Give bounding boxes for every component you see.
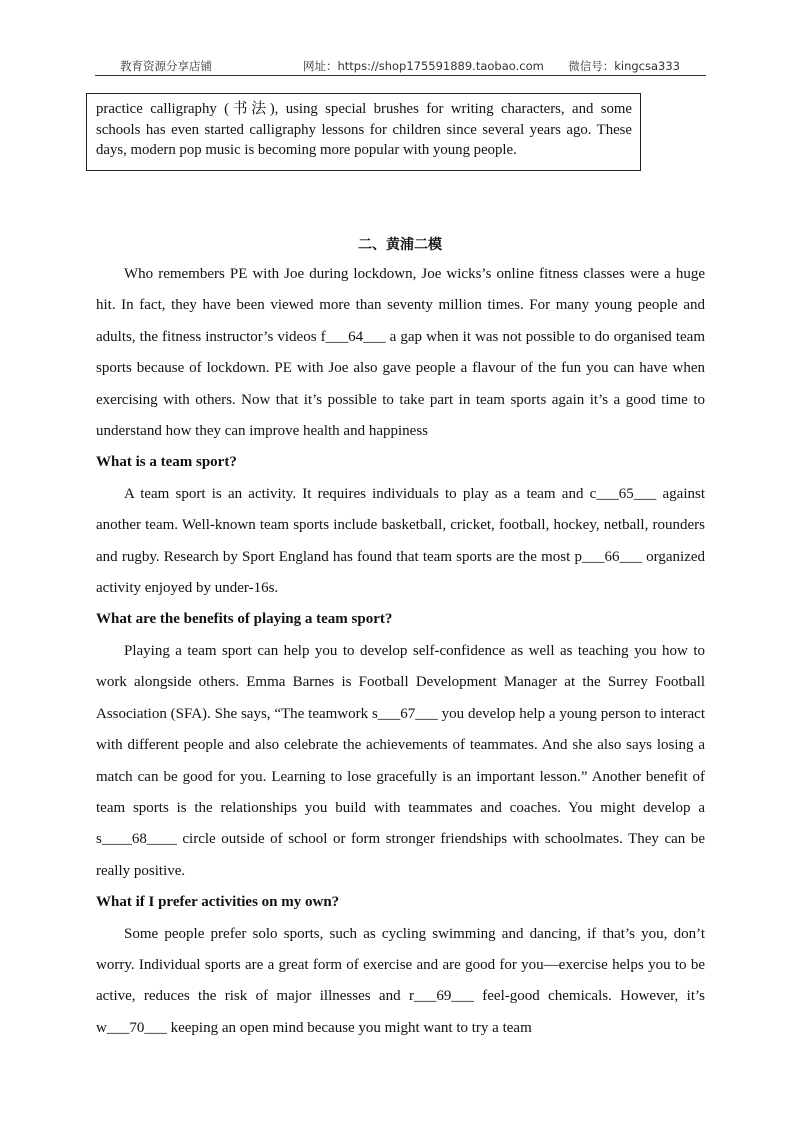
heading-benefits: What are the benefits of playing a team sport? (96, 611, 393, 628)
header-shop-name: 教育资源分享店铺 (120, 59, 212, 73)
header-wechat: 微信号：kingcsa333 (568, 59, 680, 73)
paragraph-solo-activities: Some people prefer solo sports, such as cycling swimming and dancing, if that’s you, don’t worry. Individual sports are a great form of exercise and are good for you—exercise helps you to be active, reduces the risk of major illnesses and r___69___ feel-good chemicals. However, it’s w___70___ keeping an open mind because you might want to try a team (96, 925, 705, 1036)
page-header (95, 55, 706, 76)
heading-solo-activities: What if I prefer activities on my own? (96, 894, 340, 911)
boxed-passage (86, 93, 641, 171)
paragraph-benefits: Playing a team sport can help you to develop self-confidence as well as teaching you how to work alongside others. Emma Barnes is Football Development Manager at the Surrey Football Association (SFA). She says, “The teamwork s___67___ you develop help a young person to interact with different people and also celebrate the achievements of teammates. And she also says losing a match can be good for you. Learning to lose gracefully is an important lesson.” Another benefit of team sports is the relationships you build with teammates and coaches. You might develop a s____68____ circle outside of school or form stronger friendships with schoolmates. They can be really positive. (96, 642, 705, 879)
boxed-passage-text: practice calligraphy (书法), using special brushes for writing characters, and some schools has even started calligraphy lessons for children since several years ago. These days, modern pop music is becoming more popular with young people. (96, 101, 632, 158)
paragraph-intro: Who remembers PE with Joe during lockdown, Joe wicks’s online fitness classes were a huge hit. In fact, they have been viewed more than seventy million times. For many young people and adults, the fitness instructor’s videos f___64___ a gap when it was not possible to do organised team sports because of lockdown. PE with Joe also gave people a flavour of the fun you can have when exercising with others. Now that it’s possible to take part in team sports again it’s a good time to understand how they can improve health and happiness (96, 266, 705, 440)
paragraph-team-sport-definition: A team sport is an activity. It requires individuals to play as a team and c___65___ against another team. Well-known team sports include basketball, cricket, football, hockey, netball, rounders and rugby. Research by Sport England has found that team sports are the most p___66___ organized activity enjoyed by under-16s. (96, 485, 705, 597)
section-title: 二、黄浦二模 (358, 237, 442, 253)
heading-what-is-team-sport: What is a team sport? (96, 454, 237, 471)
article-body (96, 259, 705, 1044)
header-url: 网址：https://shop175591889.taobao.com (303, 59, 544, 73)
